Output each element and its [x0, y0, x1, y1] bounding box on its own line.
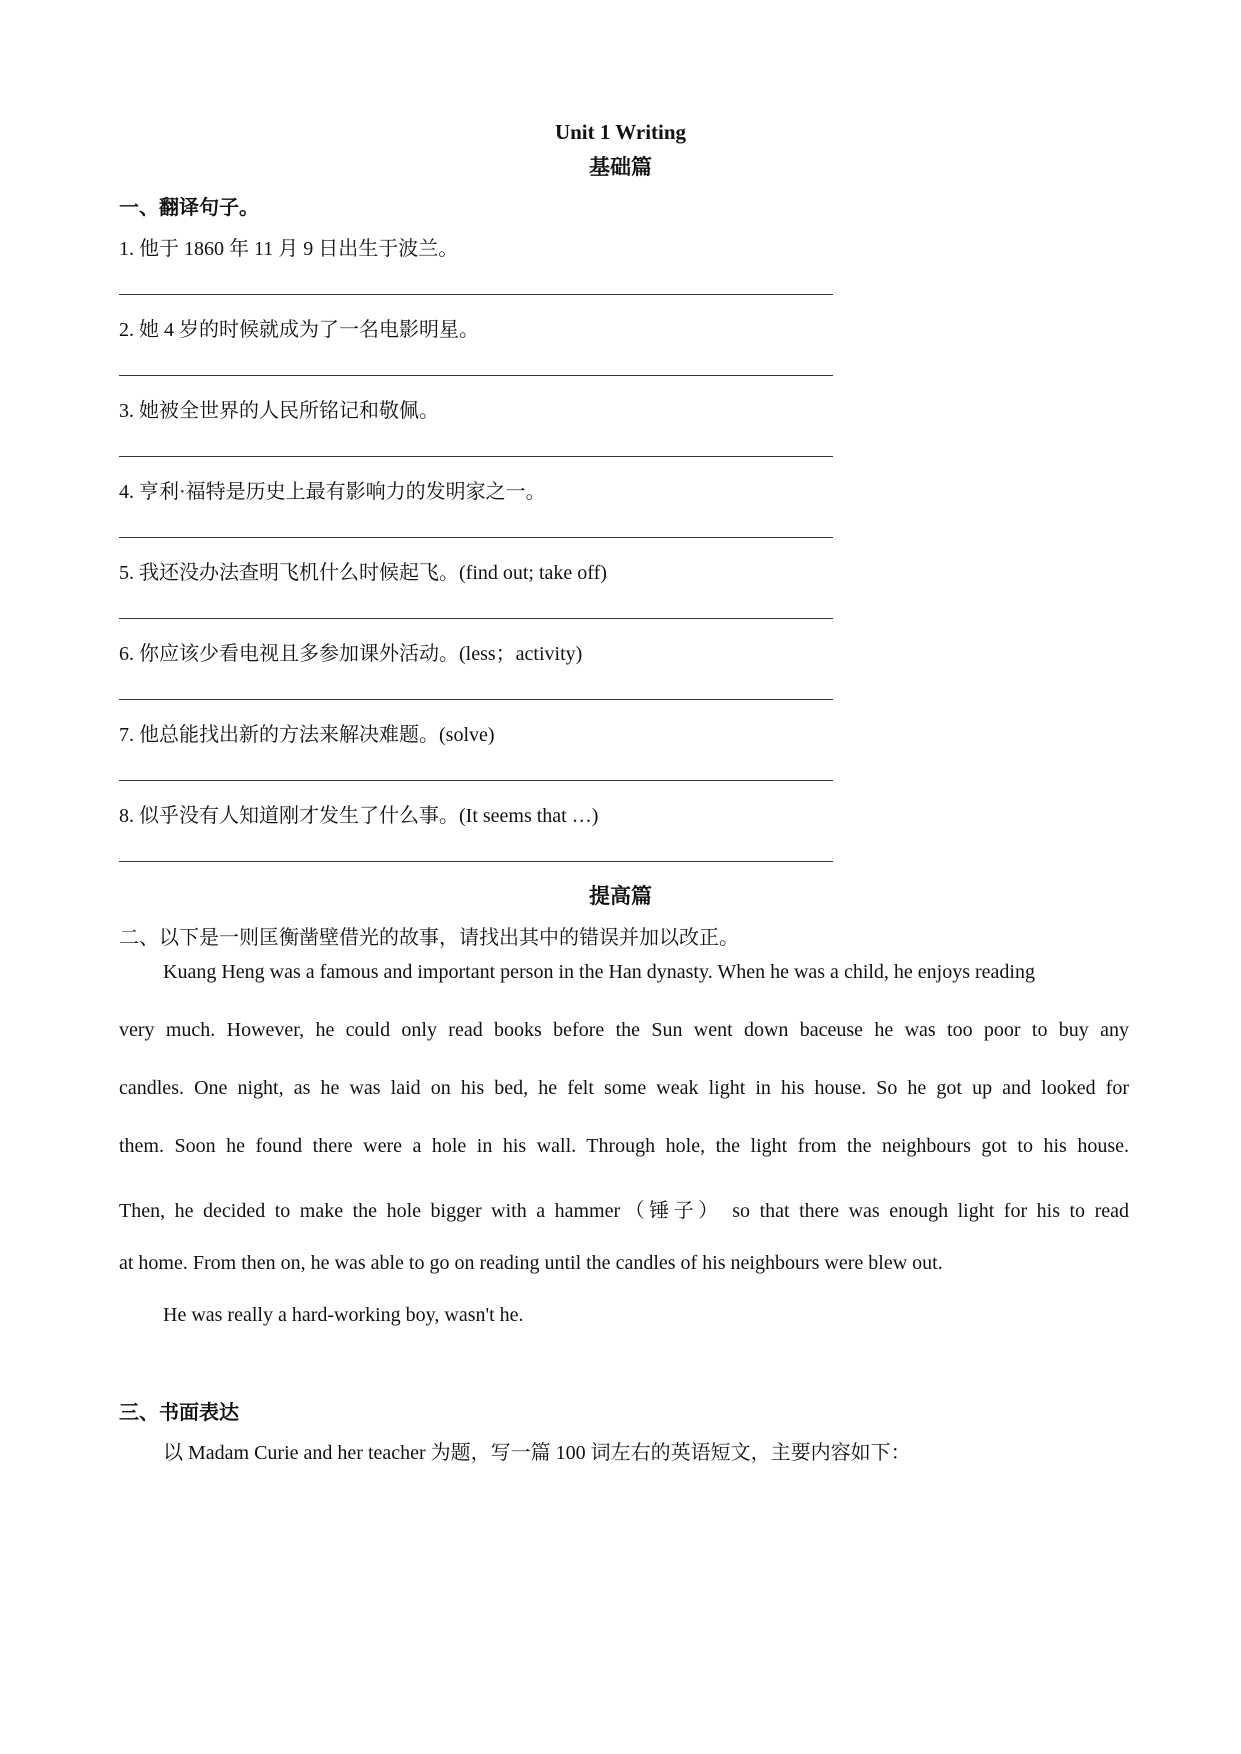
answer-line-8[interactable] [119, 861, 833, 862]
question-1: 1. 他于 1860 年 11 月 9 日出生于波兰。 [119, 238, 459, 260]
section3-heading: 三、书面表达 [119, 1402, 239, 1424]
answer-line-5[interactable] [119, 618, 833, 619]
section1-heading: 一、翻译句子。 [119, 197, 259, 219]
section3-prompt: 以 Madam Curie and her teacher 为题，写一篇 100 词左右的英语短文，主要内容如下： [163, 1442, 911, 1464]
part1-heading: 基础篇 [589, 155, 652, 179]
story-line-6: at home. From then on, he was able to go on reading until the candles of his neighbours were blew out. [119, 1252, 943, 1274]
question-3: 3. 她被全世界的人民所铭记和敬佩。 [119, 400, 439, 422]
story-line-4: them. Soon he found there were a hole in his wall. Through hole, the light from the neighbours got to his house. [119, 1135, 1129, 1157]
story-line-2: very much. However, he could only read books before the Sun went down baceuse he was too poor to buy any [119, 1019, 1129, 1041]
answer-line-3[interactable] [119, 456, 833, 457]
question-2: 2. 她 4 岁的时候就成为了一名电影明星。 [119, 319, 479, 341]
question-5: 5. 我还没办法查明飞机什么时候起飞。(find out; take off) [119, 562, 607, 584]
question-4: 4. 亨利·福特是历史上最有影响力的发明家之一。 [119, 481, 546, 503]
story-line-3: candles. One night, as he was laid on his bed, he felt some weak light in his house. So he got up and looked for [119, 1077, 1129, 1099]
doc-title: Unit 1 Writing [554, 120, 687, 144]
section2-heading: 二、以下是一则匡衡凿壁借光的故事，请找出其中的错误并加以改正。 [119, 927, 739, 949]
part2-heading: 提高篇 [589, 884, 652, 908]
story-last-line: He was really a hard-working boy, wasn't he. [163, 1304, 524, 1326]
answer-line-2[interactable] [119, 375, 833, 376]
answer-line-1[interactable] [119, 294, 833, 295]
answer-line-7[interactable] [119, 780, 833, 781]
question-8: 8. 似乎没有人知道刚才发生了什么事。(It seems that …) [119, 805, 599, 827]
question-7: 7. 他总能找出新的方法来解决难题。(solve) [119, 724, 495, 746]
question-6: 6. 你应该少看电视且多参加课外活动。(less；activity) [119, 643, 583, 665]
story-line-1: Kuang Heng was a famous and important person in the Han dynasty. When he was a child, he enjoys reading [163, 961, 1035, 983]
answer-line-4[interactable] [119, 537, 833, 538]
story-line-5: Then, he decided to make the hole bigger with a hammer（锤子） so that there was enough light for his to read [119, 1200, 1129, 1222]
answer-line-6[interactable] [119, 699, 833, 700]
